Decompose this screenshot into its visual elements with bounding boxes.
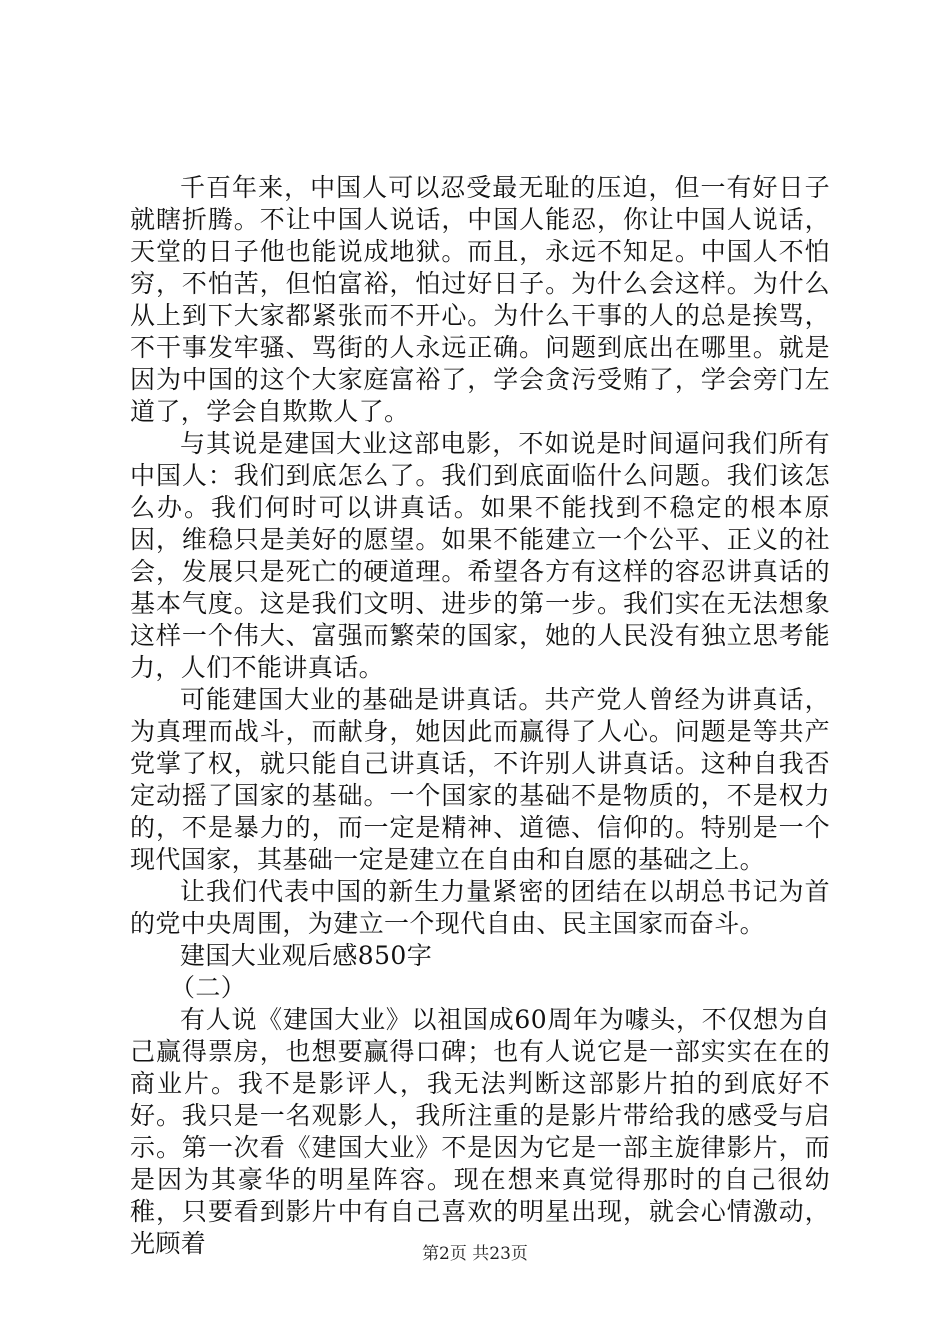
section-subheading: （二） bbox=[170, 973, 247, 1002]
document-body bbox=[130, 172, 830, 1260]
paragraph-2: 与其说是建国大业这部电影，不如说是时间逼问我们所有中国人：我们到底怎么了。我们到底面临什么问题。我们该怎么办。我们何时可以讲真话。如果不能找到不稳定的根本原因，维稳只是美好的愿望。如果不能建立一个公平、正义的社会，发展只是死亡的硬道理。希望各方有这样的容忍讲真话的基本气度。这是我们文明、进步的第一步。我们实在无法想象这样一个伟大、富强而繁荣的国家，她的人民没有独立思考能力，人们不能讲真话。 bbox=[130, 429, 830, 682]
paragraph-5: 有人说《建国大业》以祖国成60周年为噱头，不仅想为自己赢得票房，也想要赢得口碑；也有人说它是一部实实在在的商业片。我不是影评人，我无法判断这部影片拍的到底好不好。我只是一名观影人，我所注重的是影片带给我的感受与启示。第一次看《建国大业》不是因为它是一部主旋律影片，而是因为其豪华的明星阵容。现在想来真觉得那时的自己很幼稚，只要看到影片中有自己喜欢的明星出现，就会心情激动，光顾着 bbox=[130, 1005, 830, 1258]
section-heading: 建国大业观后感850字 bbox=[180, 941, 433, 970]
paragraph-1: 千百年来，中国人可以忍受最无耻的压迫，但一有好日子就瞎折腾。不让中国人说话，中国人能忍，你让中国人说话，天堂的日子他也能说成地狱。而且，永远不知足。中国人不怕穷，不怕苦，但怕富裕，怕过好日子。为什么会这样。为什么从上到下大家都紧张而不开心。为什么干事的人的总是挨骂，不干事发牢骚、骂街的人永远正确。问题到底出在哪里。就是因为中国的这个大家庭富裕了，学会贪污受贿了，学会旁门左道了，学会自欺欺人了。 bbox=[130, 173, 830, 426]
paragraph-4: 让我们代表中国的新生力量紧密的团结在以胡总书记为首的党中央周围，为建立一个现代自由、民主国家而奋斗。 bbox=[130, 877, 830, 938]
paragraph-3: 可能建国大业的基础是讲真话。共产党人曾经为讲真话，为真理而战斗，而献身，她因此而赢得了人心。问题是等共产党掌了权，就只能自己讲真话，不许别人讲真话。这种自我否定动摇了国家的基础。一个国家的基础不是物质的，不是权力的，不是暴力的，而一定是精神、道德、信仰的。特别是一个现代国家，其基础一定是建立在自由和自愿的基础之上。 bbox=[130, 685, 830, 874]
page-number-footer: 第2页 共23页 bbox=[422, 1244, 528, 1264]
